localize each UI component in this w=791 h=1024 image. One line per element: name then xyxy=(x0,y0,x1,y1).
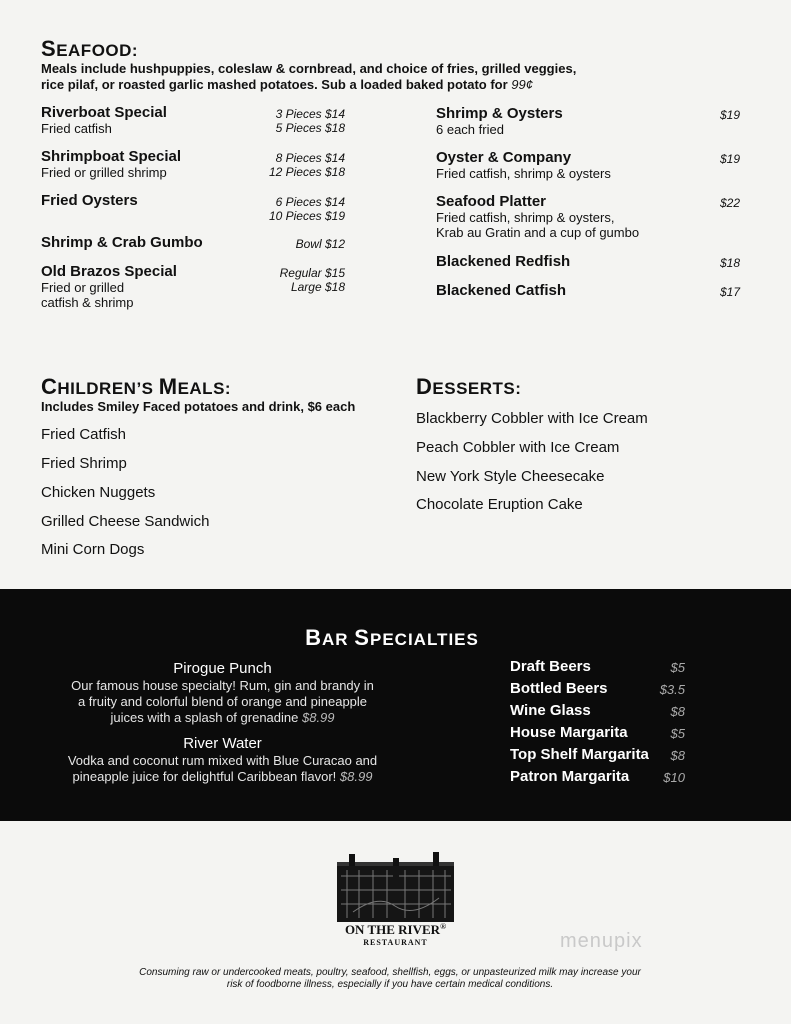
item-prices: 3 Pieces $14 5 Pieces $18 xyxy=(275,107,345,135)
seafood-item xyxy=(436,282,566,299)
kids-item: Chicken Nuggets xyxy=(41,484,156,501)
desserts-heading: DESSERTS: xyxy=(416,374,522,399)
item-name: Fried Oysters xyxy=(41,192,138,209)
kids-item: Fried Catfish xyxy=(41,426,127,443)
item-name: Blackened Catfish xyxy=(436,282,567,299)
seafood-intro: Meals include hushpuppies, coleslaw & cornbread, and choice of fries, grilled veggies, rice pilaf, or roasted garlic mashed potatoes. Sub a loaded baked potato for 99¢ xyxy=(41,61,577,92)
kids-item: Grilled Cheese Sandwich xyxy=(41,513,210,530)
seafood-item xyxy=(436,253,570,270)
item-name: Shrimpboat Special xyxy=(41,148,182,165)
item-price: $19 xyxy=(719,108,740,122)
childrens-intro: Includes Smiley Faced potatoes and drink, $6 each xyxy=(41,399,356,414)
drink-name: River Water xyxy=(183,735,262,752)
item-price: $18 xyxy=(719,256,740,270)
bar-list-item: Patron Margarita $10 xyxy=(510,768,685,785)
bar-specialties-panel xyxy=(0,589,791,821)
kids-item: Fried Shrimp xyxy=(41,455,127,472)
item-name: Riverboat Special xyxy=(41,104,167,121)
bar-heading: BAR SPECIALTIES xyxy=(305,625,479,650)
bar-list-item: Bottled Beers $3.5 xyxy=(510,680,685,697)
item-desc: Fried catfish, shrimp & oysters, xyxy=(436,210,615,225)
bar-list-item: Top Shelf Margarita $8 xyxy=(510,746,685,763)
seafood-item xyxy=(41,263,177,310)
item-desc: Fried catfish xyxy=(41,121,112,136)
item-prices: Regular $15 Large $18 xyxy=(279,266,345,294)
item-prices: 6 Pieces $14 10 Pieces $19 xyxy=(268,195,345,223)
item-name: Shrimp & Oysters xyxy=(436,105,563,122)
drink-item: Pirogue Punch Our famous house specialty! Rum, gin and brandy in a fruity and colorful blend of orange and pineapple juices with a splash of grenadine $8.99 xyxy=(50,659,395,726)
item-price: $19 xyxy=(719,152,740,166)
seafood-item xyxy=(41,192,138,209)
childrens-meals-heading: CHILDREN’S MEALS: xyxy=(41,374,232,399)
dessert-item: Chocolate Eruption Cake xyxy=(416,496,583,513)
restaurant-logo: ON THE RIVER® RESTAURANT xyxy=(333,852,458,952)
item-price: $17 xyxy=(719,285,740,299)
item-prices: Bowl $12 xyxy=(295,237,345,251)
seafood-item xyxy=(41,148,181,180)
item-desc: 6 each fried xyxy=(436,122,504,137)
drink-item: River Water Vodka and coconut rum mixed with Blue Curacao and pineapple juice for delightful Caribbean flavor! $8.99 xyxy=(50,734,395,785)
kids-item: Mini Corn Dogs xyxy=(41,541,145,558)
item-name: Seafood Platter xyxy=(436,193,547,210)
menupix-watermark: menupix xyxy=(560,930,643,952)
seafood-item xyxy=(41,234,203,251)
seafood-item xyxy=(41,104,167,136)
item-name: Blackened Redfish xyxy=(436,253,571,270)
riverboat-icon xyxy=(333,852,458,922)
item-desc: Fried or grilled xyxy=(41,280,125,295)
dessert-item: Blackberry Cobbler with Ice Cream xyxy=(416,410,648,427)
item-name: Oyster & Company xyxy=(436,149,572,166)
item-desc: Fried or grilled shrimp xyxy=(41,165,167,180)
dessert-item: New York Style Cheesecake xyxy=(416,468,605,485)
item-prices: 8 Pieces $14 12 Pieces $18 xyxy=(268,151,345,179)
item-price: $22 xyxy=(719,196,740,210)
item-name: Old Brazos Special xyxy=(41,263,177,280)
drink-price: $8.99 xyxy=(339,769,373,784)
seafood-item xyxy=(436,105,563,137)
drink-price: $8.99 xyxy=(301,710,335,725)
food-safety-disclaimer: Consuming raw or undercooked meats, poultry, seafood, shellfish, eggs, or unpasteurized milk may increase your risk of foodborne illness, especially if you have certain medical conditions. xyxy=(139,967,641,990)
item-name: Shrimp & Crab Gumbo xyxy=(41,234,203,251)
bar-list-item: Draft Beers $5 xyxy=(510,658,685,675)
item-desc: Krab au Gratin and a cup of gumbo xyxy=(436,225,640,240)
item-desc: catfish & shrimp xyxy=(41,295,134,310)
seafood-item xyxy=(436,149,611,181)
item-desc: Fried catfish, shrimp & oysters xyxy=(436,166,611,181)
bar-list-item: House Margarita $5 xyxy=(510,724,685,741)
seafood-heading: SEAFOOD: xyxy=(41,36,139,61)
bar-list-item: Wine Glass $8 xyxy=(510,702,685,719)
seafood-item xyxy=(436,193,639,240)
drink-name: Pirogue Punch xyxy=(173,660,272,677)
dessert-item: Peach Cobbler with Ice Cream xyxy=(416,439,620,456)
